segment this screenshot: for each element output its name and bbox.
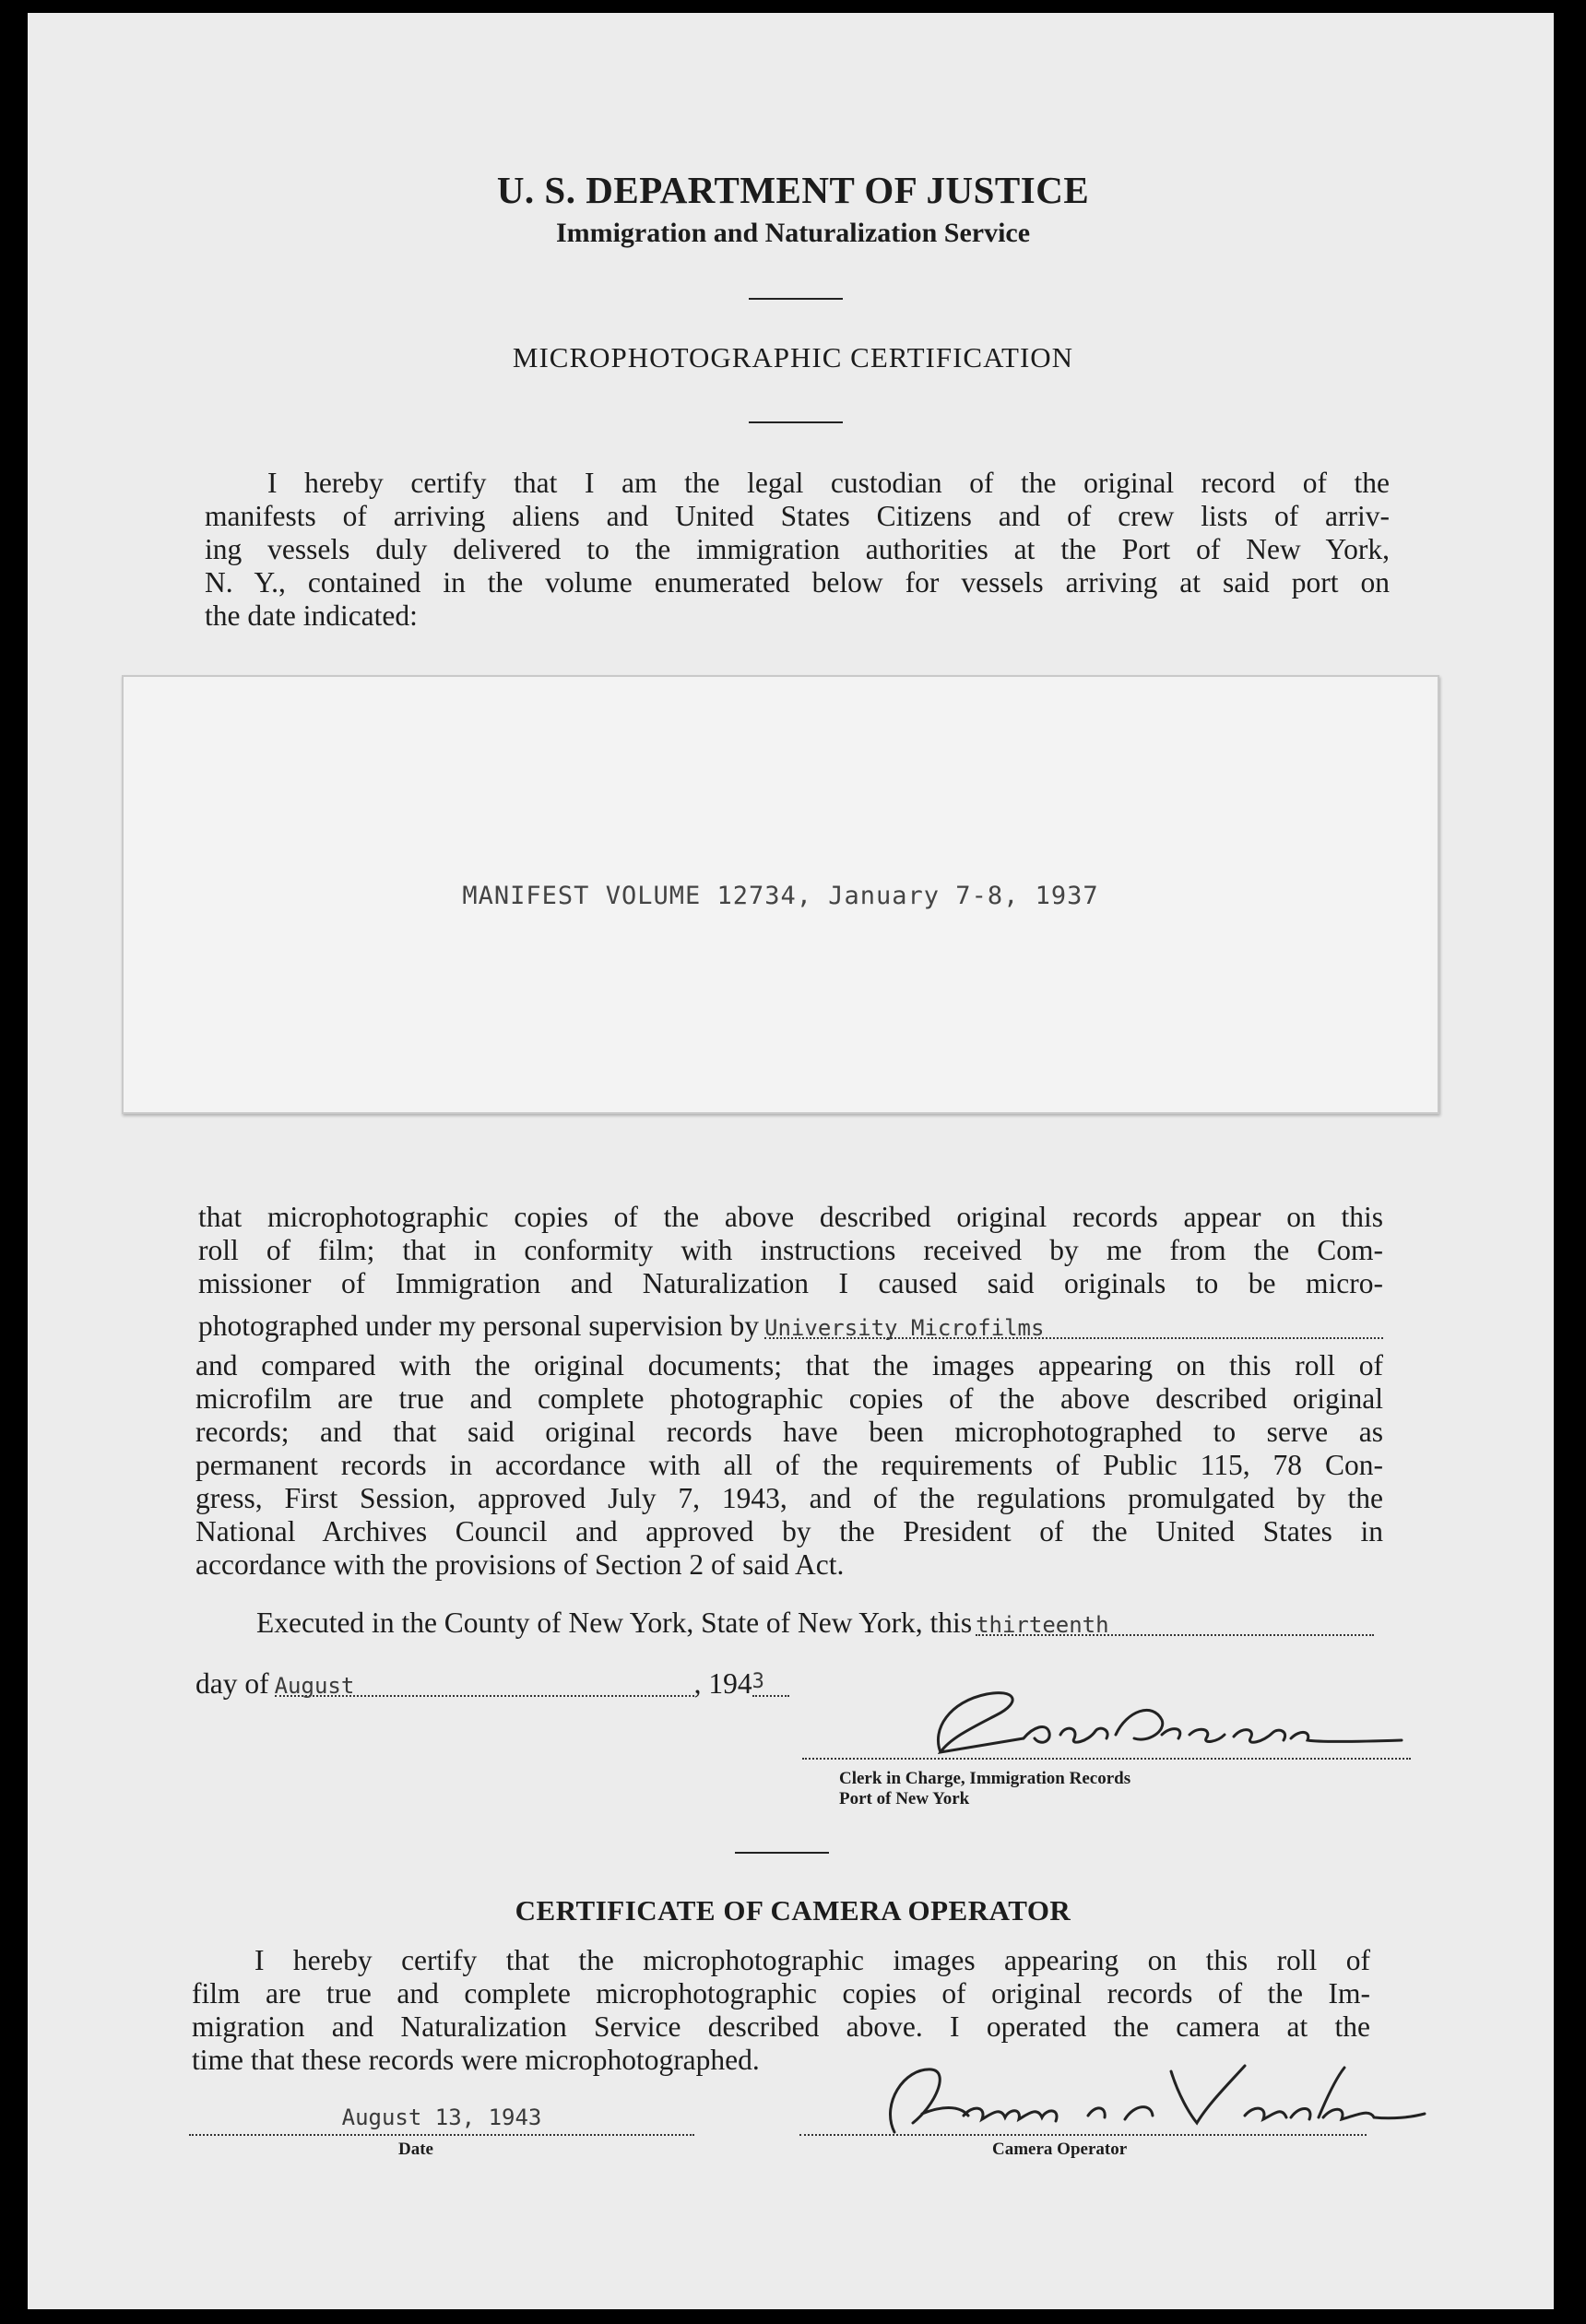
camera-line: migration and Naturalization Service described above. I operated the camera at the: [192, 2010, 1370, 2043]
camera-date-blank: [189, 2099, 694, 2136]
body-line: permanent records in accordance with all of the requirements of Public 115, 78 Con-: [195, 1449, 1383, 1481]
month-blank: [275, 1667, 694, 1697]
body-paragraph-top: [198, 1201, 1383, 1300]
camera-line: film are true and complete microphotographic copies of original records of the Im-: [192, 1977, 1370, 2010]
year-digit: 3: [752, 1670, 764, 1693]
clerk-signature: [885, 1674, 1411, 1766]
manifest-volume-text: MANIFEST VOLUME 12734, January 7-8, 1937: [462, 882, 1099, 910]
intro-line: N. Y., contained in the volume enumerated below for vessels arriving at said port on: [205, 566, 1390, 599]
body-line: gress, First Session, approved July 7, 1943, and of the regulations promulgated by the: [195, 1482, 1383, 1514]
supervision-line: [198, 1310, 1383, 1343]
body-line: accordance with the provisions of Section 2 of said Act.: [195, 1548, 845, 1581]
body-line: and compared with the original documents; that the images appearing on this roll of: [195, 1349, 1383, 1381]
camera-date-value: August 13, 1943: [341, 2105, 542, 2130]
body-line: that microphotographic copies of the above described original records appear on this: [198, 1201, 1383, 1233]
supervision-blank: [764, 1310, 1383, 1339]
executed-day-blank: [976, 1607, 1374, 1636]
clerk-title-line1: Clerk in Charge, Immigration Records: [839, 1769, 1131, 1788]
divider-2: [749, 421, 843, 423]
camera-operator-signature: [858, 2049, 1429, 2141]
month-value: August: [274, 1673, 355, 1699]
day-of-label: day of: [195, 1667, 269, 1700]
body-line: missioner of Immigration and Naturalization I caused said originals to be micro-: [198, 1267, 1383, 1299]
camera-date-label: Date: [398, 2140, 433, 2159]
intro-line: ing vessels duly delivered to the immigration authorities at the Port of New York,: [205, 533, 1390, 565]
page-title: U. S. DEPARTMENT OF JUSTICE: [496, 169, 1090, 211]
day-of-line: [195, 1667, 841, 1701]
year-blank: [752, 1667, 789, 1697]
intro-line: manifests of arriving aliens and United States Citizens and of crew lists of arriv-: [205, 500, 1390, 532]
body-line: roll of film; that in conformity with instructions received by me from the Com-: [198, 1234, 1383, 1266]
executed-day-value: thirteenth: [976, 1612, 1109, 1638]
body-line: records; and that said original records have been microphotographed to serve as: [195, 1416, 1383, 1448]
camera-heading: CERTIFICATE OF CAMERA OPERATOR: [515, 1894, 1071, 1927]
camera-operator-label: Camera Operator: [992, 2140, 1128, 2159]
camera-line: I hereby certify that the microphotographic images appearing on this roll of: [254, 1944, 1370, 1976]
camera-line: time that these records were microphotographed.: [192, 2044, 760, 2076]
divider-1: [749, 298, 843, 300]
body-line: microfilm are true and complete photographic copies of the above described original: [195, 1382, 1383, 1415]
body-paragraph-bottom: [195, 1349, 1383, 1582]
supervision-prefix: photographed under my personal supervision by: [198, 1310, 760, 1342]
executed-line: [256, 1607, 1374, 1640]
year-prefix: , 194: [693, 1667, 752, 1700]
page-subtitle: Immigration and Naturalization Service: [555, 218, 1031, 248]
clerk-title-line2: Port of New York: [839, 1789, 970, 1808]
intro-line: the date indicated:: [205, 599, 418, 632]
intro-line: I hereby certify that I am the legal custodian of the original record of the: [267, 467, 1390, 499]
certification-heading: MICROPHOTOGRAPHIC CERTIFICATION: [512, 341, 1074, 374]
body-line: National Archives Council and approved by the President of the United States in: [195, 1515, 1383, 1547]
executed-prefix: Executed in the County of New York, State of New York, this: [256, 1607, 973, 1639]
divider-3: [735, 1852, 829, 1854]
intro-paragraph: [205, 467, 1390, 633]
supervision-value: University Microfilms: [764, 1315, 1045, 1341]
manifest-insert: [122, 675, 1439, 1114]
